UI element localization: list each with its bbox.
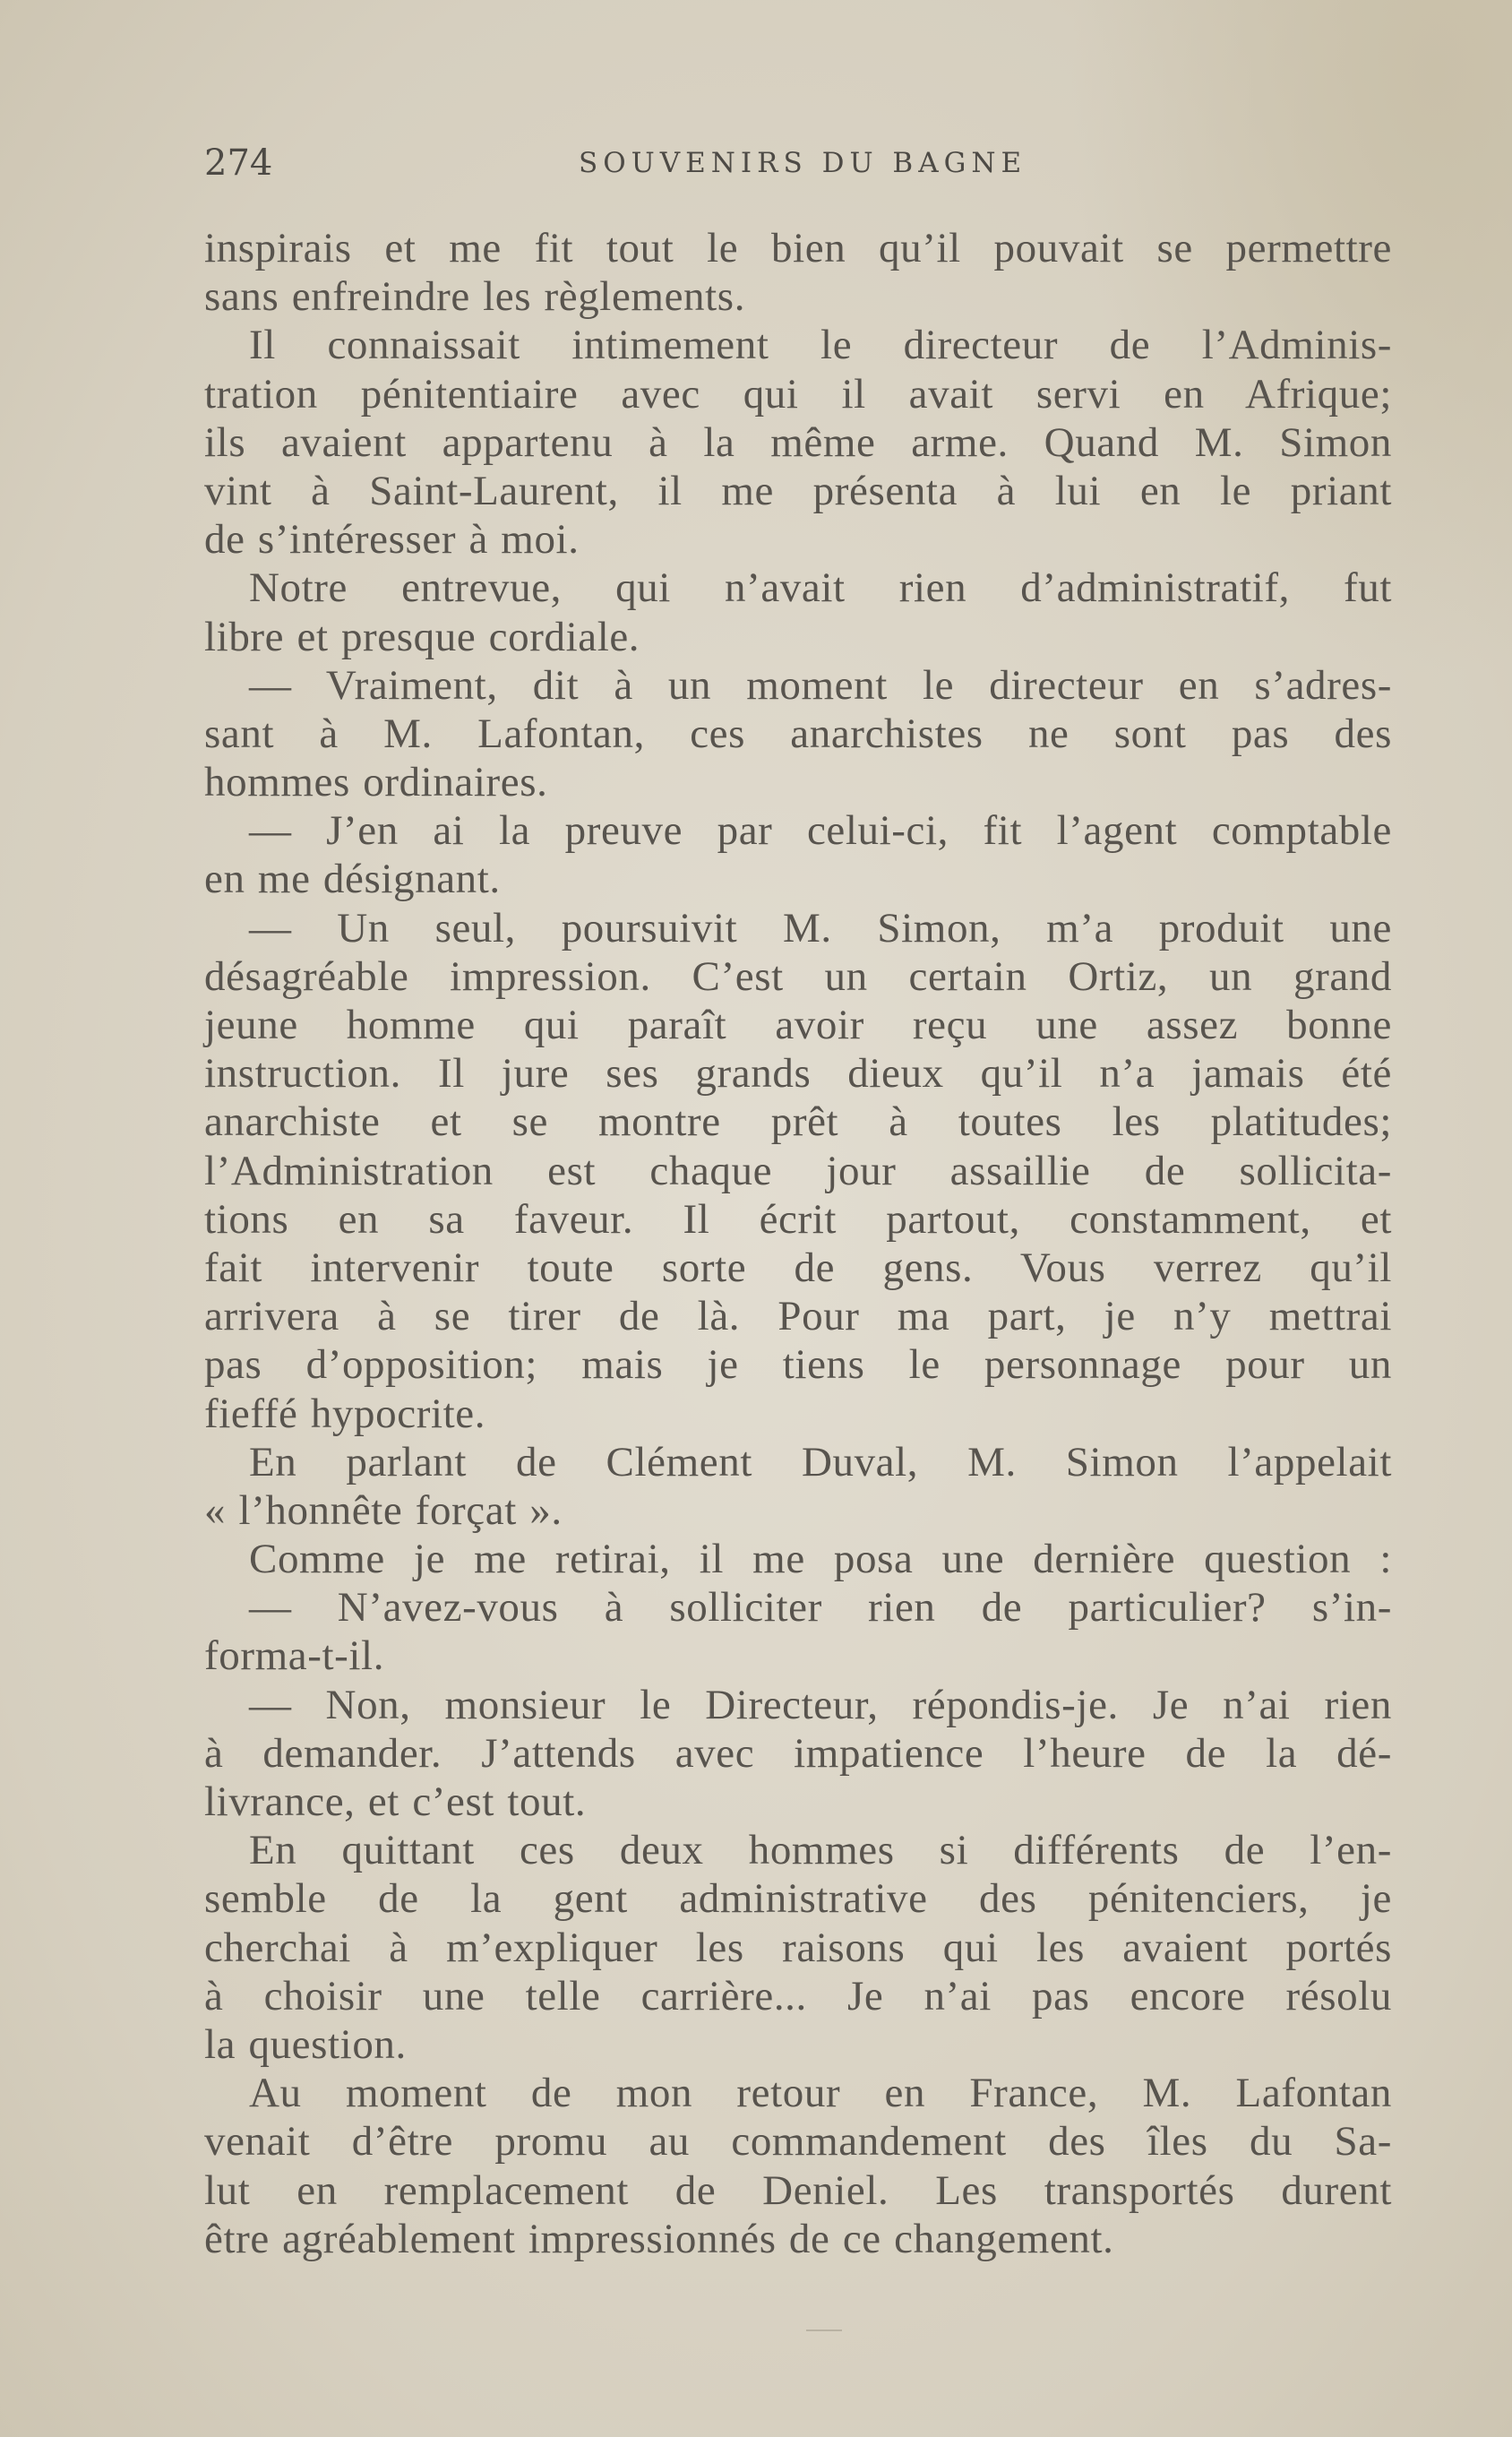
text-line: livrance, et c’est tout. [204, 1778, 587, 1825]
text-line: — Non, monsieur le Directeur, répondis-je. Je n’ai rien [249, 1681, 1392, 1728]
text-line: anarchiste et se montre prêt à toutes les platitudes; [204, 1098, 1392, 1146]
text-line: sant à M. Lafontan, ces anarchistes ne sont pas des [204, 710, 1392, 757]
text-line: En parlant de Clément Duval, M. Simon l’appelait [249, 1438, 1392, 1485]
text-line: fieffé hypocrite. [204, 1390, 486, 1437]
text-line: semble de la gent administrative des pénitenciers, je [204, 1875, 1392, 1923]
text-line: à choisir une telle carrière... Je n’ai pas encore résolu [204, 1972, 1392, 2019]
text-line: sans enfreindre les règlements. [204, 273, 746, 321]
text-line: être agréablement impressionnés de ce changement. [204, 2215, 1114, 2262]
text-line: de s’intéresser à moi. [204, 516, 580, 564]
text-line: hommes ordinaires. [204, 759, 548, 806]
text-line: venait d’être promu au commandement des îles du Sa- [204, 2118, 1392, 2166]
running-head [204, 136, 1392, 190]
text-line: « l’honnête forçat ». [204, 1486, 563, 1534]
text-line: fait intervenir toute sorte de gens. Vous verrez qu’il [204, 1244, 1392, 1291]
text-line: l’Administration est chaque jour assaillie de sollicita- [204, 1147, 1392, 1194]
running-title: SOUVENIRS DU BAGNE [579, 147, 1027, 179]
text-line: jeune homme qui paraît avoir reçu une assez bonne [204, 1002, 1392, 1048]
text-line: Il connaissait intimement le directeur de l’Adminis- [249, 322, 1392, 369]
text-line: Notre entrevue, qui n’avait rien d’administratif, fut [249, 564, 1392, 612]
text-line: tration pénitentiaire avec qui il avait servi en Afrique; [204, 370, 1392, 418]
text-line: — Vraiment, dit à un moment le directeur en s’adres- [249, 661, 1392, 709]
body-text [204, 224, 1392, 2263]
text-line: lut en remplacement de Deniel. Les transportés durent [204, 2166, 1392, 2214]
page-number: 274 [204, 142, 273, 184]
text-line: En quittant ces deux hommes si différents de l’en- [249, 1827, 1392, 1874]
text-line: libre et presque cordiale. [204, 613, 640, 660]
text-line: instruction. Il jure ses grands dieux qu’il n’a jamais été [204, 1050, 1392, 1098]
text-line: en me désignant. [204, 856, 501, 903]
text-line: Au moment de mon retour en France, M. Lafontan [249, 2070, 1392, 2117]
text-line: — N’avez-vous à solliciter rien de particulier? s’in- [249, 1584, 1392, 1632]
text-line: désagréable impression. C’est un certain Ortiz, un grand [204, 952, 1392, 1000]
text-line: — J’en ai la preuve par celui-ci, fit l’agent comptable [249, 807, 1392, 855]
text-line: vint à Saint-Laurent, il me présenta à lui en le priant [204, 467, 1392, 514]
text-line: tions en sa faveur. Il écrit partout, constamment, et [204, 1195, 1392, 1243]
text-line: la question. [204, 2020, 407, 2068]
text-line: Comme je me retirai, il me posa une dernière question : [249, 1536, 1392, 1583]
text-line: arrivera à se tirer de là. Pour ma part, je n’y mettrai [204, 1293, 1392, 1340]
text-line: cherchai à m’expliquer les raisons qui les avaient portés [204, 1924, 1392, 1971]
text-line: ils avaient appartenu à la même arme. Quand M. Simon [204, 418, 1392, 466]
text-line: à demander. J’attends avec impatience l’heure de la dé- [204, 1729, 1392, 1777]
text-line: pas d’opposition; mais je tiens le personnage pour un [204, 1341, 1392, 1389]
text-line: forma-t-il. [204, 1632, 385, 1680]
text-line: — Un seul, poursuivit M. Simon, m’a produit une [249, 904, 1392, 952]
text-line: inspirais et me fit tout le bien qu’il pouvait se permettre [204, 225, 1392, 271]
bottom-rule [806, 2329, 842, 2331]
